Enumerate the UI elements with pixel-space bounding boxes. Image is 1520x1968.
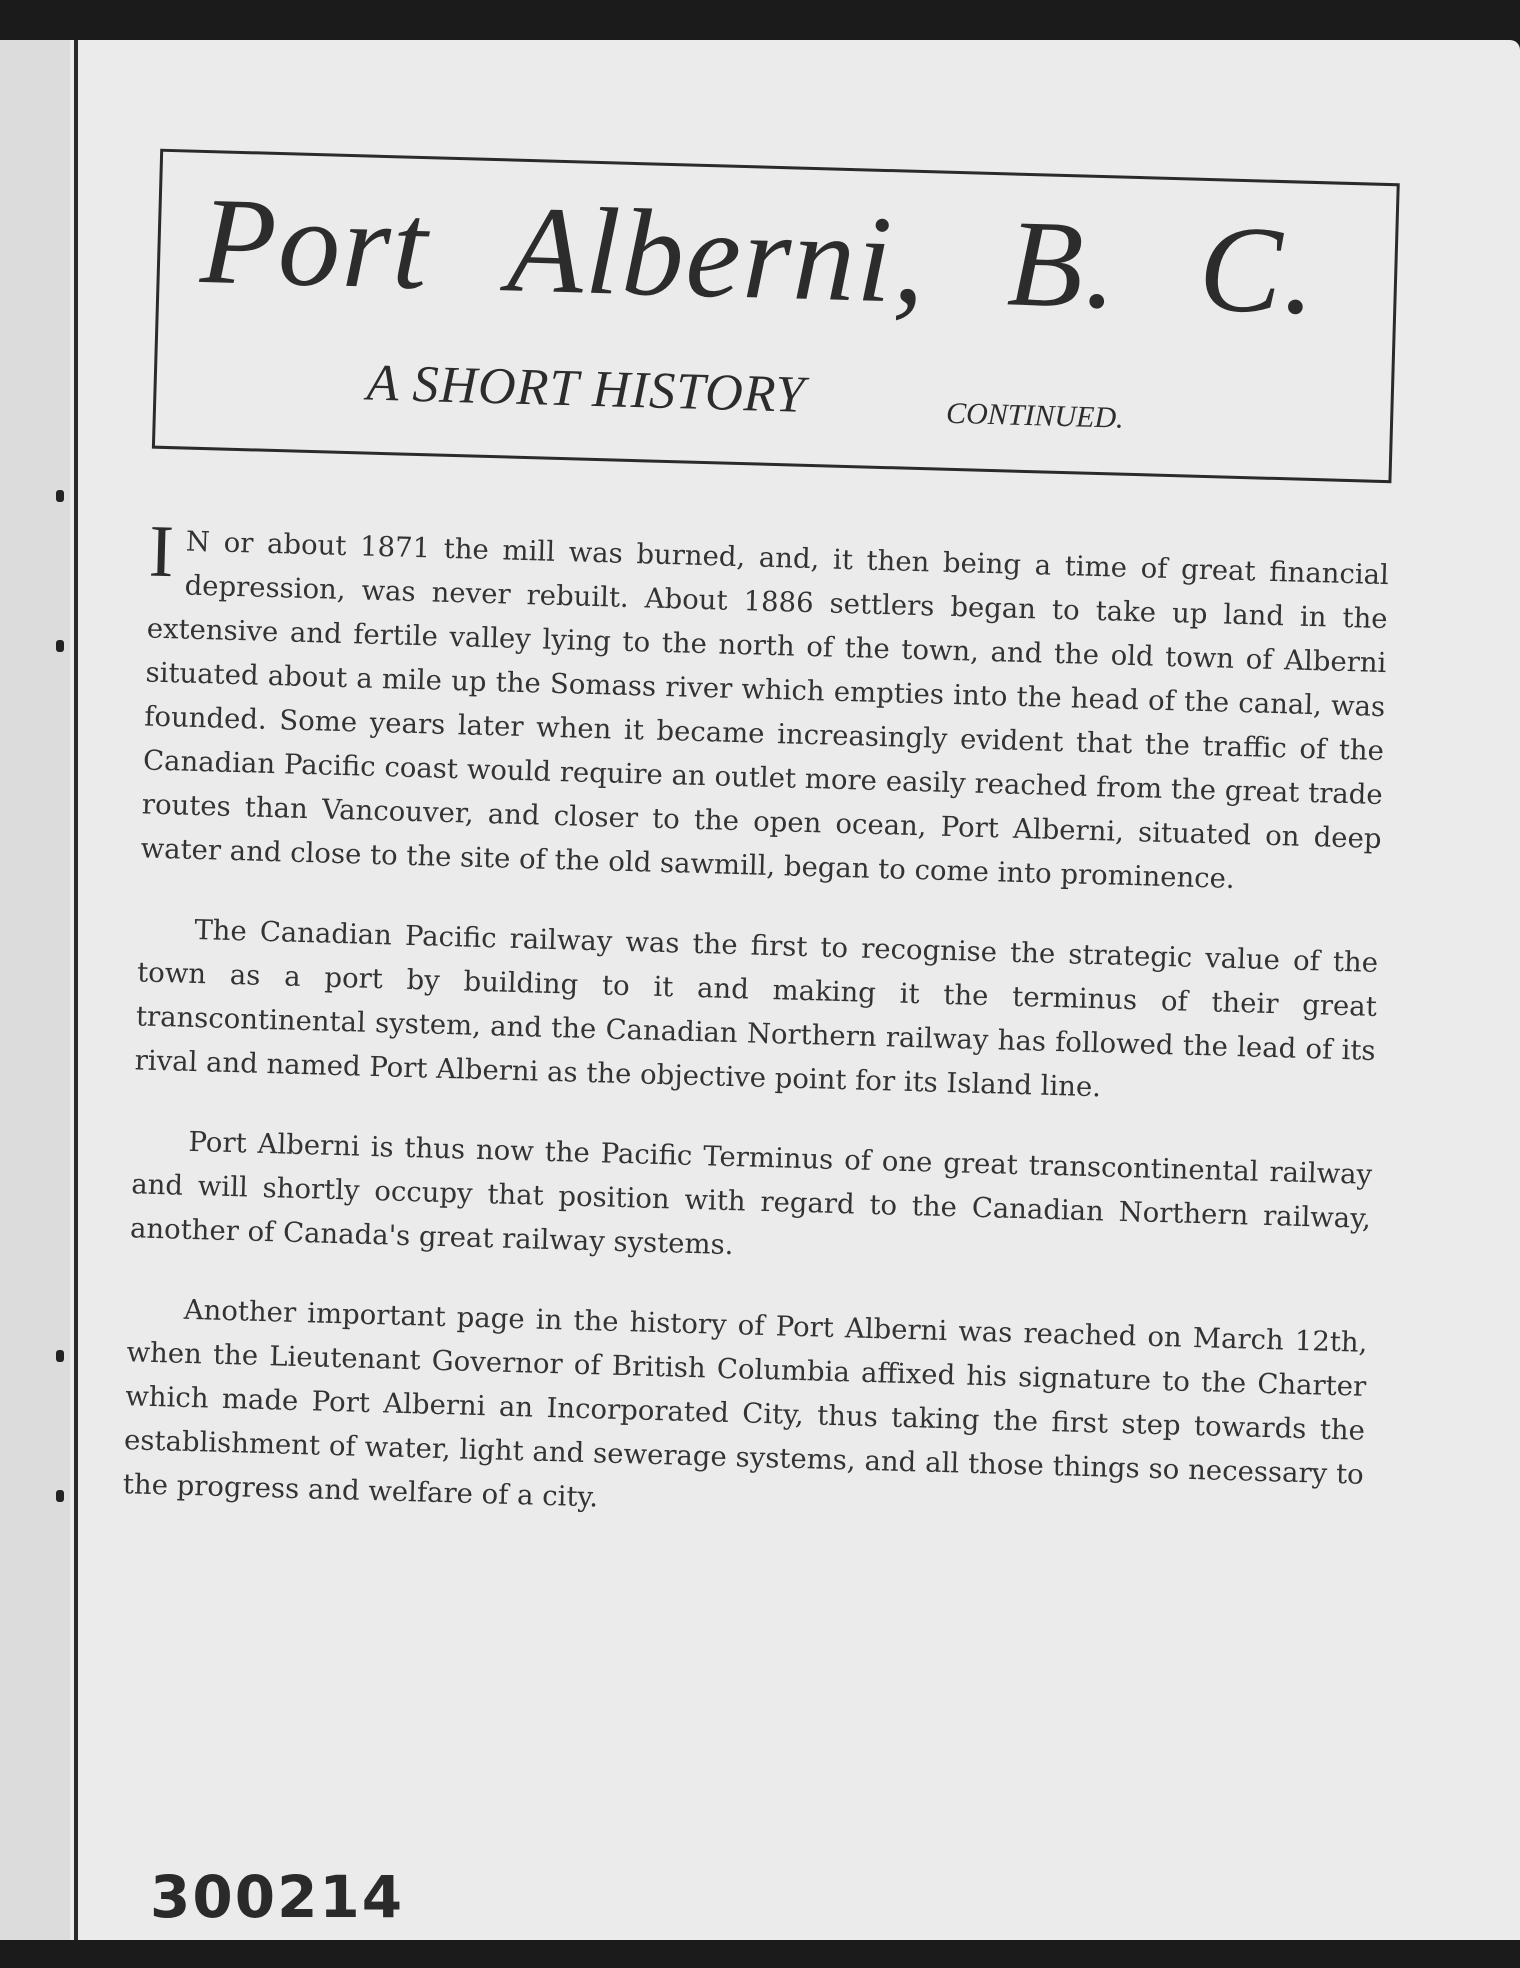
- binding-mark: [56, 490, 64, 502]
- page-number: 300214: [150, 1863, 405, 1931]
- binding-line: [74, 40, 78, 1940]
- page-subtitle: A SHORT HISTORY: [365, 354, 807, 424]
- binding-mark: [56, 1490, 64, 1502]
- paragraph: Port Alberni is thus now the Pacific Terminus of one great transcontinental railway and will shortly occupy that position with regard to the Canadian Northern railway, another of Canada's great railway systems.: [129, 1125, 1373, 1262]
- title-box: [152, 149, 1400, 484]
- page-content: [121, 149, 1399, 1577]
- drop-cap: I: [147, 510, 175, 594]
- first-word: N: [185, 525, 211, 559]
- continued-label: CONTINUED.: [945, 396, 1125, 435]
- paragraph: [140, 510, 1390, 905]
- paragraph: Another important page in the history of Port Alberni was reached on March 12th, when the Lieutenant Governor of British Columbia affixed his signature to the Charter which made Port Alberni an Incorporated City, thus taking the first step towards the establishment of water, light and sewerage systems, and all those things so necessary to the progress and welfare of a city.: [122, 1293, 1368, 1514]
- article-body: [122, 510, 1390, 1541]
- document-page: [0, 40, 1520, 1940]
- binding-mark: [56, 640, 64, 652]
- binding-mark: [56, 1350, 64, 1362]
- paragraph-text: or about 1871 the mill was burned, and, it then being a time of great financial depression, was never rebuilt. About 1886 settlers began to take up land in the extensive and fertile valley lying to the north of the town, and the old town of Alberni situated about a mile up the Somass river which empties into the head of the canal, was founded. Some years later when it became increasingly evident that the traffic of the Canadian Pacific coast would require an outlet more easily reached from the great trade routes than Vancouver, and closer to the open ocean, Port Alberni, situated on deep water and close to the site of the old sawmill, began to come into prominence.: [140, 526, 1390, 895]
- paragraph: The Canadian Pacific railway was the first to recognise the strategic value of the town as a port by building to it and making it the terminus of their great transcontinental system, and the Canadian Northern railway has followed the lead of its rival and named Port Alberni as the objective point for its Island line.: [134, 913, 1379, 1104]
- page-title: Port Alberni, B. C.: [198, 171, 1319, 341]
- page-gutter: [0, 40, 70, 1940]
